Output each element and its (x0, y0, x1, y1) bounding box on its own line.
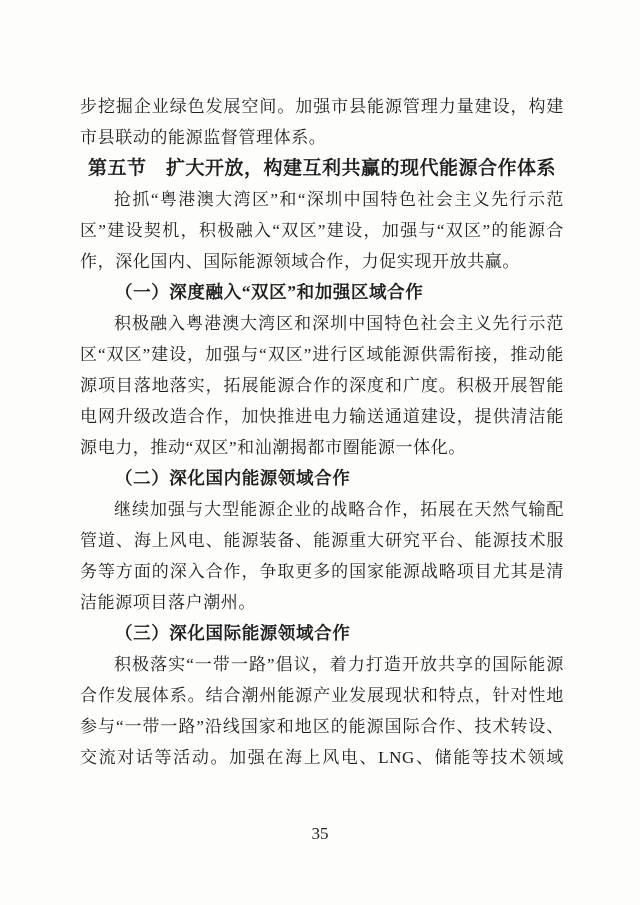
document-body (80, 91, 564, 773)
subsection-3-heading: （三）深化国际能源领域合作 (115, 623, 351, 643)
section-intro-paragraph: 抢抓“粤港澳大湾区”和“深圳中国特色社会主义先行示范区”建设契机，积极融入“双区”建设，加强与“双区”的能源合作，深化国内、国际能源领域合作，力促实现开放共赢。 (80, 190, 564, 271)
subsection-2-heading: （二）深化国内能源领域合作 (115, 468, 351, 488)
section-heading: 第五节 扩大开放，构建互利共赢的现代能源合作体系 (87, 158, 556, 179)
subsection-2-paragraph: 继续加强与大型能源企业的战略合作，拓展在天然气输配管道、海上风电、能源装备、能源重大研究平台、能源技术服务等方面的深入合作，争取更多的国家能源战略项目尤其是清洁能源项目落户潮州。 (80, 500, 564, 612)
page-number: 35 (311, 824, 329, 843)
continuation-paragraph: 步挖掘企业绿色发展空间。加强市县能源管理力量建设，构建市县联动的能源监督管理体系。 (80, 97, 564, 147)
subsection-1-paragraph: 积极融入粤港澳大湾区和深圳中国特色社会主义先行示范区“双区”建设，加强与“双区”进行区域能源供需衔接，推动能源项目落地落实，拓展能源合作的深度和广度。积极开展智能电网升级改造合作，加快推进电力输送通道建设，提供清洁能源电力，推动“双区”和汕潮揭都市圈能源一体化。 (80, 314, 564, 457)
subsection-3-paragraph: 积极落实“一带一路”倡议，着力打造开放共享的国际能源合作发展体系。结合潮州能源产业发展现状和特点，针对性地参与“一带一路”沿线国家和地区的能源国际合作、技术转设、交流对话等活动。加强在海上风电、LNG、储能等技术领域 (80, 655, 564, 767)
subsection-1-heading: （一）深度融入“双区”和加强区域合作 (115, 282, 424, 302)
